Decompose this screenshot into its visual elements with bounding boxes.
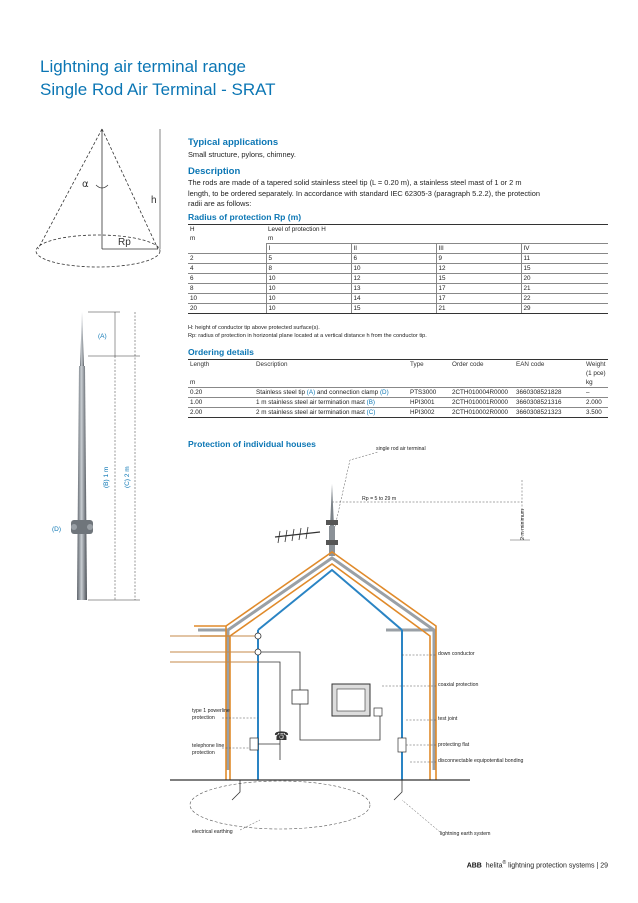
table-cell: 2 [188,254,266,264]
desc-tag: (A) [306,389,316,396]
protection-cone-diagram [30,125,180,285]
earthing-loop [190,781,370,829]
table-cell: 15 [351,304,436,314]
table-cell: 20 [521,274,608,284]
table-cell: 10 [188,294,266,304]
col-ean-code: EAN code [514,360,584,370]
table-cell: 10 [266,284,351,294]
type1-line: type 1 powerline [192,708,230,714]
coaxial-protection-label: coaxial protection [438,682,479,688]
table-row [188,304,608,314]
note-h: H: height of conductor tip above protected surface(s). [188,325,320,331]
cone-left-edge [38,129,102,249]
down-conductor-label: down conductor [438,651,475,657]
weight-cell: 3.500 [584,408,608,418]
table-row [188,284,608,294]
order-code-cell: 2CTH010004R0000 [450,388,514,398]
cone-base [36,235,160,267]
footer [467,860,608,869]
table-cell: 15 [521,264,608,274]
wire [258,652,300,690]
weight-sub: (1 pce) [586,370,606,377]
table-cell: 10 [351,264,436,274]
telephone-line: telephone line [192,743,225,749]
table-row [188,294,608,304]
description-cell [254,398,408,408]
rod-clamp [326,520,338,525]
footer-text: helita [485,862,503,870]
level-ii: II [351,244,436,254]
description-heading: Description [188,166,241,177]
blank-cell [254,378,408,388]
type-cell: PTS3000 [408,388,450,398]
length-cell: 1.00 [188,398,254,408]
blank-cell [450,378,514,388]
telephone-line: protection [192,750,215,756]
single-rod-label: single rod air terminal [376,446,426,452]
junction [255,649,261,655]
telephone-label [192,743,224,757]
unit-length: m [188,378,254,388]
ordering-heading: Ordering details [188,347,254,357]
min-height-label: 2 m minimum [520,508,526,540]
description-cell [254,388,408,398]
cone-right-edge [102,129,158,249]
order-code-cell: 2CTH010002R0000 [450,408,514,418]
description-cell [254,408,408,418]
table-cell: 17 [436,284,521,294]
table-cell: 10 [266,294,351,304]
test-joint-label: test joint [438,716,458,722]
antenna [275,532,320,537]
unit-h: m [190,235,196,243]
table-cell: 4 [188,264,266,274]
ordering-table [188,359,608,418]
col-level-header: Level of protection H [266,225,608,235]
table-levels-row [188,244,608,254]
telephone-icon: ☎ [274,729,289,743]
ean-cell: 3660308521828 [514,388,584,398]
unit-level: m [266,234,608,244]
table-cell: 29 [521,304,608,314]
telephone-protection-box [250,738,258,750]
table-cell: 10 [266,274,351,284]
desc-tag: (D) [379,389,389,396]
registered-mark: ® [502,860,507,866]
weight-cell: 2.000 [584,398,608,408]
table-row [188,264,608,274]
desc-tag: (C) [366,409,376,416]
table-cell: 15 [436,274,521,284]
tv-screen [337,689,365,711]
description-line: The rods are made of a tapered solid stainless steel tip (L = 0.20 m), a stainless steel mast of 1 or 2 m [188,178,522,187]
blank-cell [408,369,450,378]
table-cell: 17 [436,294,521,304]
rod-clamp [326,540,338,545]
table-cell: 6 [351,254,436,264]
label-a: (A) [98,333,107,340]
table-cell: 13 [351,284,436,294]
table-row [188,274,608,284]
type1-label [192,708,230,722]
rod-mast [77,366,87,600]
desc-text: and connection clamp [315,389,380,396]
table-row [188,254,608,264]
col-type: Type [408,360,450,370]
blank-cell [514,378,584,388]
col-weight: Weight [584,360,608,370]
rod-diagram [40,310,150,610]
table-row [188,398,608,408]
level-iii: III [436,244,521,254]
blank-cell [408,378,450,388]
col-description: Description [254,360,408,370]
h-label: h [151,195,157,206]
radius-table-heading: Radius of protection Rp (m) [188,212,302,222]
level-i: I [266,244,351,254]
type-cell: HPI3001 [408,398,450,408]
table-header-row [188,360,608,370]
radius-table-notes [188,324,427,340]
table-cell: 20 [188,304,266,314]
table-cell: 21 [436,304,521,314]
page-title: Lightning air terminal range [40,57,247,76]
lightning-earth-label: lightning earth system [440,831,491,837]
wire [258,662,280,760]
type-cell: HPI3002 [408,408,450,418]
table-cell: 14 [351,294,436,304]
table-row [188,388,608,398]
desc-text: Stainless steel tip [256,389,307,396]
rp-label: Rp [118,237,131,248]
rp-range-label: Rp = 5 to 29 m [362,496,397,502]
description-line: length, to be ordered separately. In accordance with standard IEC 62305-3 (paragraph 5.2.2), the protection [188,188,540,198]
meter-box [292,690,308,704]
blank-cell [254,369,408,378]
coaxial-box [374,708,382,716]
description-line: radii are as follows: [188,199,252,208]
weight-cell: – [584,388,608,398]
table-cell: 8 [188,284,266,294]
footer-text-2: lightning protection systems | 29 [506,862,608,870]
col-h-header: H [188,225,266,235]
label-b: (B) 1 m [103,466,110,488]
label-c: (C) 2 m [124,466,131,488]
label-d: (D) [52,526,62,533]
typical-applications-text: Small structure, pylons, chimney. [188,150,296,159]
note-rp: Rp: radius of protection in horizontal plane located at a vertical distance h from the conductor tip. [188,333,427,339]
page-subtitle: Single Rod Air Terminal - SRAT [40,80,276,99]
col-length: Length [188,360,254,370]
order-code-cell: 2CTH010001R0000 [450,398,514,408]
type1-line: protection [192,715,215,721]
table-subheader-row [188,369,608,378]
blank-cell [188,369,254,378]
blank-cell [450,369,514,378]
desc-tag: (B) [366,399,375,406]
table-cell: 21 [521,284,608,294]
test-joint-box [398,738,406,752]
ean-cell: 3660308521316 [514,398,584,408]
table-cell: 5 [266,254,351,264]
brand-logo: ABB [466,862,482,870]
table-unit-row [188,234,608,244]
protecting-flat-label: protecting flat [438,742,470,748]
electrical-earthing-label: electrical earthing [192,829,233,835]
houses-heading: Protection of individual houses [188,439,316,449]
table-cell: 6 [188,274,266,284]
typical-applications-heading: Typical applications [188,137,279,148]
rod-tip [80,312,84,366]
clamp-bolt [87,524,93,530]
blank-cell [188,244,266,254]
disconnectable-label: disconnectable equipotential bonding [438,758,524,764]
desc-text: 2 m stainless steel air termination mast [256,409,367,416]
house-rod-tip [330,484,334,526]
unit-weight: kg [584,378,608,388]
table-cell: 11 [521,254,608,264]
clamp-bolt [71,524,77,530]
description-text [188,178,608,210]
level-iv: IV [521,244,608,254]
leader-line [402,800,440,832]
length-cell: 0.20 [188,388,254,398]
table-cell: 9 [436,254,521,264]
earth-electrode [394,780,402,800]
table-cell: 12 [351,274,436,284]
table-unit-row [188,378,608,388]
alpha-label: α [82,179,89,190]
desc-text: 1 m stainless steel air termination mast [256,399,367,406]
table-cell: 12 [436,264,521,274]
ean-cell: 3660308521323 [514,408,584,418]
table-cell: 8 [266,264,351,274]
table-cell: 10 [266,304,351,314]
table-header-row [188,225,608,235]
length-cell: 2.00 [188,408,254,418]
blank-cell [514,369,584,378]
radius-table [188,224,608,314]
table-row [188,408,608,418]
table-cell: 22 [521,294,608,304]
earth-electrode [232,780,240,800]
junction [255,633,261,639]
col-order-code: Order code [450,360,514,370]
